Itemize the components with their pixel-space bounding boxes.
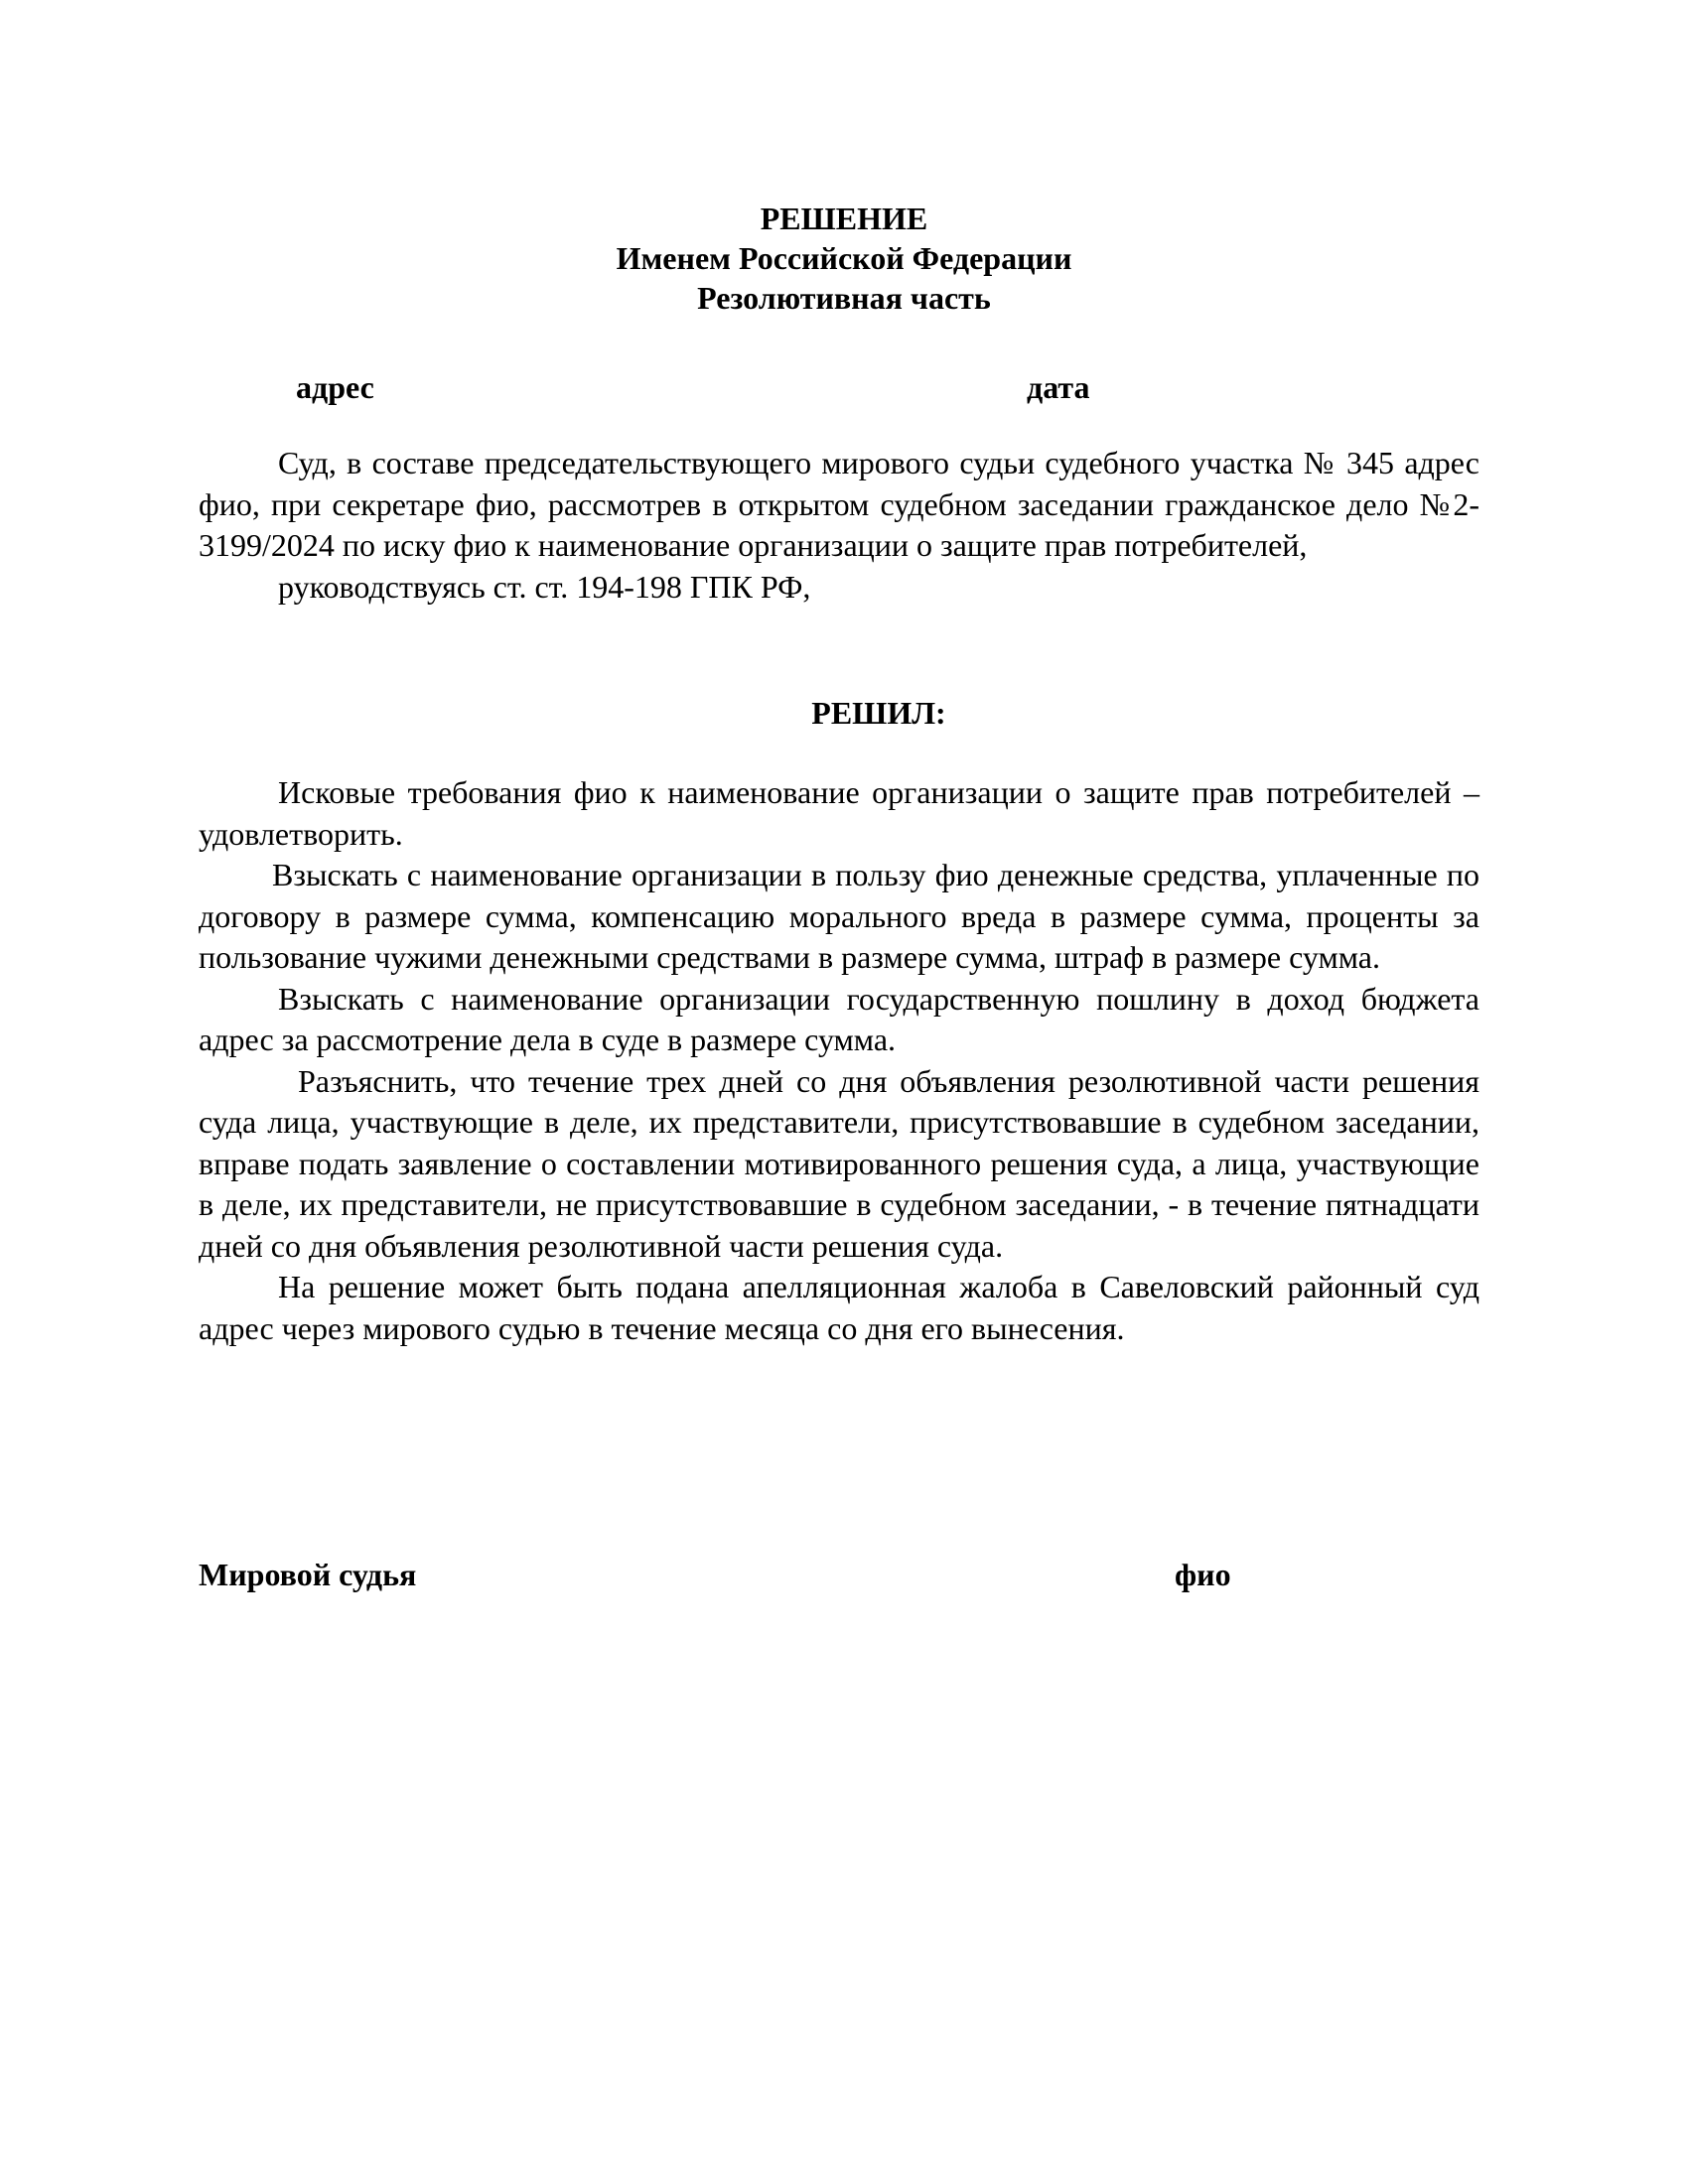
decision-heading: РЕШИЛ: (811, 695, 946, 731)
intro-paragraph: Суд, в составе председательствующего мирового судьи судебного участка № 345 адрес фио, при секретаре фио, рассмотрев в открытом судебном заседании гражданское дело №2-3199/2024 по иску фио к наименование организации о защите прав потребителей, (199, 445, 1479, 563)
legal-basis-paragraph: руководствуясь ст. ст. 194-198 ГПК РФ, (278, 568, 811, 605)
intro-section (199, 443, 1479, 608)
document-part-label: Резолютивная часть (697, 280, 991, 316)
document-title: РЕШЕНИЕ (760, 201, 928, 236)
decision-section (199, 772, 1479, 1349)
signature-role: Мировой судья (199, 1557, 417, 1592)
place-label: адрес (296, 369, 374, 405)
document-subtitle: Именем Российской Федерации (616, 240, 1072, 276)
decision-paragraph-recovery: Взыскать с наименование организации в пользу фио денежные средства, уплаченные по договору в размере сумма, компенсацию морального вреда в размере сумма, проценты за пользование чужими денежными средствами в размере сумма, штраф в размере сумма. (199, 857, 1479, 975)
date-label: дата (1027, 369, 1090, 405)
decision-paragraph-explanation: Разъяснить, что течение трех дней со дня объявления резолютивной части решения суда лица, участвующие в деле, их представители, присутствовавшие в судебном заседании, вправе подать заявление о составлении мотивированного решения суда, а лица, участвующие в деле, их представители, не присутствовавшие в судебном заседании, - в течение пятнадцати дней со дня объявления резолютивной части решения суда. (199, 1062, 1479, 1264)
document-header (0, 199, 1688, 318)
decision-paragraph-claims: Исковые требования фио к наименование организации о защите прав потребителей – удовлетворить. (199, 774, 1479, 852)
decision-paragraph-duty: Взыскать с наименование организации государственную пошлину в доход бюджета адрес за рассмотрение дела в суде в размере сумма. (199, 980, 1479, 1057)
decision-paragraph-appeal: На решение может быть подана апелляционная жалоба в Савеловский районный суд адрес через мирового судью в течение месяца со дня его вынесения. (199, 1269, 1479, 1346)
signature-name: фио (1175, 1557, 1231, 1592)
